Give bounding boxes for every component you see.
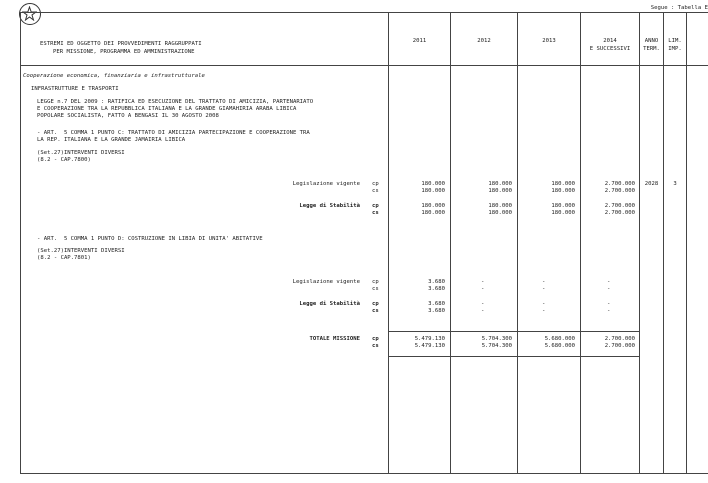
art2-stab-2012-cp: - [481, 301, 485, 307]
art2-vig-2011-cp: 3.680 [428, 279, 445, 285]
art2-vig-2011-cs: 3.680 [428, 286, 445, 292]
art2-chapter: (8.2 - CAP.7801) [37, 255, 91, 261]
art2-vig-2014-cp: - [607, 279, 611, 285]
art1-stab-2013-cp: 180.000 [551, 203, 575, 209]
art1-stab-2013-cs: 180.000 [551, 210, 575, 216]
law-line-3: POPOLARE SOCIALISTA, FATTO A BENGASI IL 30 AGOSTO 2008 [37, 113, 219, 119]
art2-vig-2012-cs: - [481, 286, 485, 292]
right-border [686, 12, 687, 473]
art2-vigente-label: Legislazione vigente [292, 279, 360, 285]
emblem-logo [19, 3, 41, 25]
art1-vig-2011-cs: 180.000 [421, 188, 445, 194]
art1-stabilita-label: Legge di Stabilità [299, 203, 360, 209]
header-2011: 2011 [412, 38, 427, 44]
totale-2011-cp: 5.479.130 [414, 336, 445, 342]
art1-stab-2011-cs: 180.000 [421, 210, 445, 216]
art2-stab-2013-cp: - [542, 301, 546, 307]
art2-stab-2011-cp: 3.680 [428, 301, 445, 307]
art1-stab-2012-cp: 180.000 [488, 203, 512, 209]
art1-vig-2012-cs: 180.000 [488, 188, 512, 194]
art2-stab-2013-cs: - [542, 308, 546, 314]
totale-2011-cs: 5.479.130 [414, 343, 445, 349]
art1-stab-2014-cs: 2.700.000 [604, 210, 635, 216]
header-desc-line1: ESTREMI ED OGGETTO DEI PROVVEDIMENTI RAGGRUPPATI [40, 41, 202, 47]
law-line-2: E COOPERAZIONE TRA LA REPUBBLICA ITALIANA E LA GRANDE GIAMAHIRIA ARABA LIBICA [37, 106, 297, 112]
art1-stabilita-cs: cs [372, 210, 379, 216]
art1-vig-2011-cp: 180.000 [421, 181, 445, 187]
totale-rule-top [388, 331, 639, 332]
art1-stab-2014-cp: 2.700.000 [604, 203, 635, 209]
art2-stab-2011-cs: 3.680 [428, 308, 445, 314]
art1-vig-2012-cp: 180.000 [488, 181, 512, 187]
art1-lim-imp: 3 [673, 181, 677, 187]
art1-vig-2014-cs: 2.700.000 [604, 188, 635, 194]
art2-line: - ART. 5 COMMA 1 PUNTO D: COSTRUZIONE IN LIBIA DI UNITA' ABITATIVE [37, 236, 263, 242]
art1-chapter: (8.2 - CAP.7800) [37, 157, 91, 163]
art1-vig-2013-cs: 180.000 [551, 188, 575, 194]
art2-vig-2013-cp: - [542, 279, 546, 285]
art1-vigente-cp: cp [372, 181, 379, 187]
art1-vig-2013-cp: 180.000 [551, 181, 575, 187]
art1-stabilita-cp: cp [372, 203, 379, 209]
col-divider-2011 [388, 12, 389, 473]
totale-2014-cs: 2.700.000 [604, 343, 635, 349]
mission-title: Cooperazione economica, finanziaria e infrastrutturale [23, 73, 205, 79]
art2-vigente-cp: cp [372, 279, 379, 285]
header-anno: ANNO [644, 38, 659, 44]
art2-vig-2014-cs: - [607, 286, 611, 292]
art1-vigente-label: Legislazione vigente [292, 181, 360, 187]
art1-line-1: - ART. 5 COMMA 1 PUNTO C: TRATTATO DI AMICIZIA PARTECIPAZIONE E COOPERAZIONE TRA [37, 130, 310, 136]
header-imp: IMP. [668, 46, 682, 52]
header-lim: LIM. [668, 38, 682, 44]
art1-vigente-cs: cs [372, 188, 379, 194]
law-line-1: LEGGE n.7 DEL 2009 : RATIFICA ED ESECUZIONE DEL TRATTATO DI AMICIZIA, PARTENARIATO [37, 99, 314, 105]
header-term: TERM. [643, 46, 660, 52]
art2-stabilita-cp: cp [372, 301, 379, 307]
totale-2013-cs: 5.680.000 [544, 343, 575, 349]
program-title: INFRASTRUTTURE E TRASPORTI [31, 86, 119, 92]
totale-rule-bottom [388, 356, 639, 357]
col-divider-lim [663, 12, 664, 473]
header-rule [20, 65, 708, 66]
art2-stabilita-label: Legge di Stabilità [299, 301, 360, 307]
col-divider-2012 [450, 12, 451, 473]
art1-stab-2012-cs: 180.000 [488, 210, 512, 216]
art1-line-2: LA REP. ITALIANA E LA GRANDE JAMAIRIA LIBICA [37, 137, 186, 143]
col-divider-2014 [580, 12, 581, 473]
bottom-rule [20, 473, 708, 474]
art2-stab-2014-cp: - [607, 301, 611, 307]
header-2012: 2012 [477, 38, 491, 44]
totale-2013-cp: 5.680.000 [544, 336, 575, 342]
art1-sector: (Set.27)INTERVENTI DIVERSI [37, 150, 125, 156]
segue-label: Segue : Tabella E [650, 5, 708, 11]
col-divider-2013 [517, 12, 518, 473]
header-2013: 2013 [542, 38, 556, 44]
art2-stab-2014-cs: - [607, 308, 611, 314]
art1-vig-2014-cp: 2.700.000 [604, 181, 635, 187]
art2-stab-2012-cs: - [481, 308, 485, 314]
art2-vig-2012-cp: - [481, 279, 485, 285]
left-border [20, 12, 21, 473]
art2-vig-2013-cs: - [542, 286, 546, 292]
totale-2012-cp: 5.704.300 [481, 336, 512, 342]
totale-2014-cp: 2.700.000 [604, 336, 635, 342]
col-divider-anno [639, 12, 640, 473]
art1-stab-2011-cp: 180.000 [421, 203, 445, 209]
art2-sector: (Set.27)INTERVENTI DIVERSI [37, 248, 125, 254]
top-rule [20, 12, 708, 13]
totale-2012-cs: 5.704.300 [481, 343, 512, 349]
header-desc-line2: PER MISSIONE, PROGRAMMA ED AMMINISTRAZIONE [53, 49, 195, 55]
art1-anno-term: 2028 [644, 181, 659, 187]
art2-vigente-cs: cs [372, 286, 379, 292]
totale-missione-label: TOTALE MISSIONE [309, 336, 360, 342]
header-2014: 2014 [603, 38, 617, 44]
art2-stabilita-cs: cs [372, 308, 379, 314]
totale-cp: cp [372, 336, 379, 342]
totale-cs: cs [372, 343, 379, 349]
header-2014-succ: E SUCCESSIVI [589, 46, 631, 52]
